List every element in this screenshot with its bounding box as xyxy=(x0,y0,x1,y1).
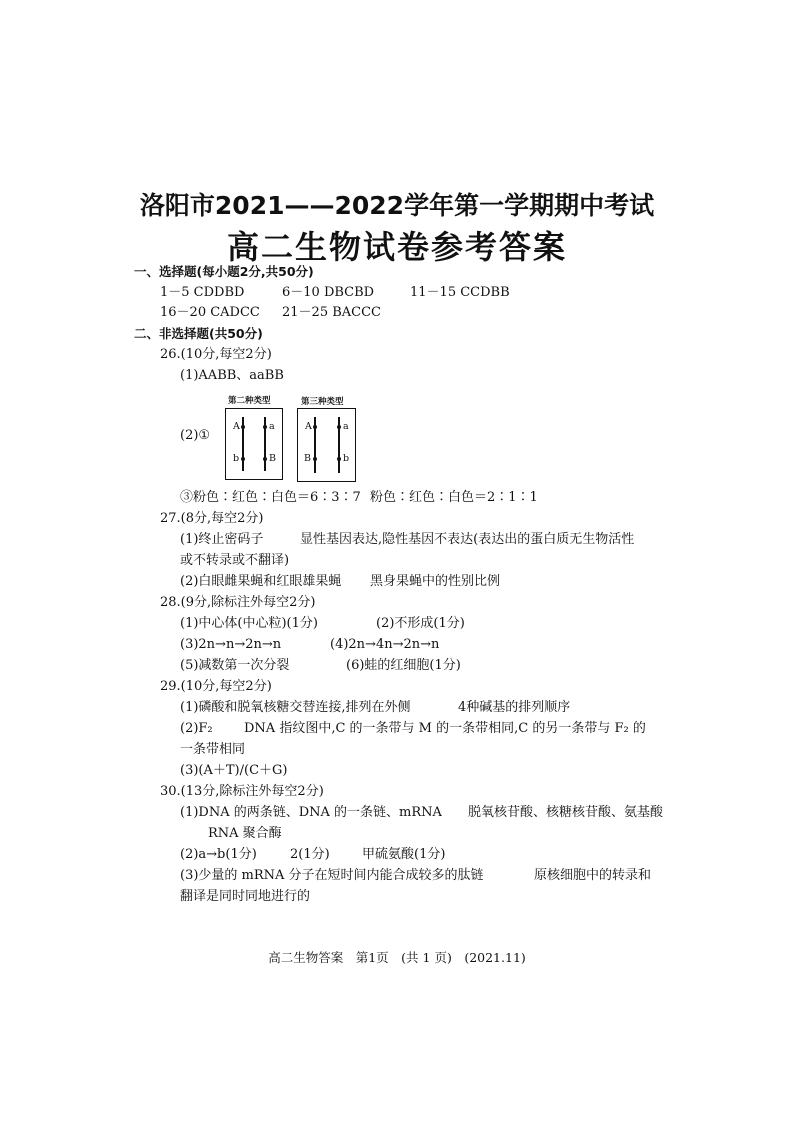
q29-answer-2b: DNA 指纹图中,C 的一条带与 M 的一条带相同,C 的另一条带与 F₂ 的 xyxy=(244,721,646,736)
allele-label: A xyxy=(305,421,312,432)
mc-answers-1-5: 1－5 CDDBD xyxy=(160,285,245,300)
q30-answer-1b: 脱氧核苷酸、核糖核苷酸、氨基酸 xyxy=(468,805,664,820)
mc-answers-11-15: 11－15 CCDBB xyxy=(410,285,510,300)
allele-label: b xyxy=(233,453,240,464)
q26-answer-3a: ③粉色∶红色∶白色＝6∶3∶7 xyxy=(180,490,361,505)
q30-answer-3b: 原核细胞中的转录和 xyxy=(534,868,652,883)
section2-heading: 二、非选择题(共50分) xyxy=(134,326,263,341)
q29-answer-2-cont: 一条带相同 xyxy=(180,742,246,757)
q30-answer-2c: 甲硫氨酸(1分) xyxy=(362,847,446,862)
type2-caption: 第二种类型 xyxy=(228,396,271,406)
q26-answer-2-label: (2)① xyxy=(180,428,211,443)
allele-label: B xyxy=(304,453,311,464)
q28-answer-3: (3)2n→n→2n→n xyxy=(180,637,282,652)
answer-key-title: 高二生物试卷参考答案 xyxy=(226,228,567,266)
section1-heading: 一、选择题(每小题2分,共50分) xyxy=(134,264,314,279)
q28-answer-4: (4)2n→4n→2n→n xyxy=(330,637,440,652)
q30-answer-3a: (3)少量的 mRNA 分子在短时间内能合成较多的肽链 xyxy=(180,868,484,883)
locus-dot xyxy=(337,425,341,429)
mc-answers-21-25: 21－25 BACCC xyxy=(282,305,381,320)
q30-answer-2a: (2)a→b(1分) xyxy=(180,847,257,862)
q28-answer-6: (6)蛙的红细胞(1分) xyxy=(346,658,461,673)
type3-caption: 第三种类型 xyxy=(301,397,344,407)
q30-answer-1-cont: RNA 聚合酶 xyxy=(208,826,282,841)
locus-dot xyxy=(241,457,245,461)
q30-answer-2b: 2(1分) xyxy=(290,847,330,862)
q28-answer-2: (2)不形成(1分) xyxy=(376,616,465,631)
q26-header: 26.(10分,每空2分) xyxy=(160,347,272,362)
chromosome-diagram-type2 xyxy=(225,408,283,480)
allele-label: a xyxy=(343,421,349,432)
allele-label: A xyxy=(233,421,240,432)
q29-answer-2a: (2)F₂ xyxy=(180,721,213,736)
exam-title: 洛阳市2021——2022学年第一学期期中考试 xyxy=(139,191,655,220)
allele-label: a xyxy=(269,421,275,432)
q28-answer-5: (5)减数第一次分裂 xyxy=(180,658,290,673)
q27-answer-1b: 显性基因表达,隐性基因不表达(表达出的蛋白质无生物活性 xyxy=(300,532,635,547)
q27-answer-2a: (2)白眼雌果蝇和红眼雄果蝇 xyxy=(180,574,342,589)
locus-dot xyxy=(241,425,245,429)
locus-dot xyxy=(337,457,341,461)
allele-label: b xyxy=(343,453,350,464)
locus-dot xyxy=(263,425,267,429)
q26-answer-3b: 粉色∶红色∶白色＝2∶1∶1 xyxy=(370,490,538,505)
q30-header: 30.(13分,除标注外每空2分) xyxy=(160,784,324,799)
q30-answer-1a: (1)DNA 的两条链、DNA 的一条链、mRNA xyxy=(180,805,442,820)
chromosome-diagram-type3 xyxy=(297,408,356,482)
locus-dot xyxy=(313,425,317,429)
q26-answer-1: (1)AABB、aaBB xyxy=(180,368,284,383)
q28-header: 28.(9分,除标注外每空2分) xyxy=(160,595,316,610)
mc-answers-16-20: 16－20 CADCC xyxy=(160,305,260,320)
locus-dot xyxy=(313,457,317,461)
q30-answer-3-cont: 翻译是同时同地进行的 xyxy=(180,889,311,904)
q27-answer-1-cont: 或不转录或不翻译) xyxy=(180,553,290,568)
allele-label: B xyxy=(269,453,276,464)
q29-header: 29.(10分,每空2分) xyxy=(160,679,272,694)
q27-answer-2b: 黑身果蝇中的性别比例 xyxy=(370,574,501,589)
page-footer: 高二生物答案 第1页 (共 1 页) (2021.11) xyxy=(268,950,526,965)
locus-dot xyxy=(263,457,267,461)
q29-answer-3: (3)(A＋T)/(C＋G) xyxy=(180,763,288,778)
q29-answer-1a: (1)磷酸和脱氧核糖交替连接,排列在外侧 xyxy=(180,700,411,715)
q27-header: 27.(8分,每空2分) xyxy=(160,511,264,526)
q29-answer-1b: 4种碱基的排列顺序 xyxy=(458,700,571,715)
q28-answer-1: (1)中心体(中心粒)(1分) xyxy=(180,616,318,631)
mc-answers-6-10: 6－10 DBCBD xyxy=(282,285,375,300)
q27-answer-1a: (1)终止密码子 xyxy=(180,532,264,547)
